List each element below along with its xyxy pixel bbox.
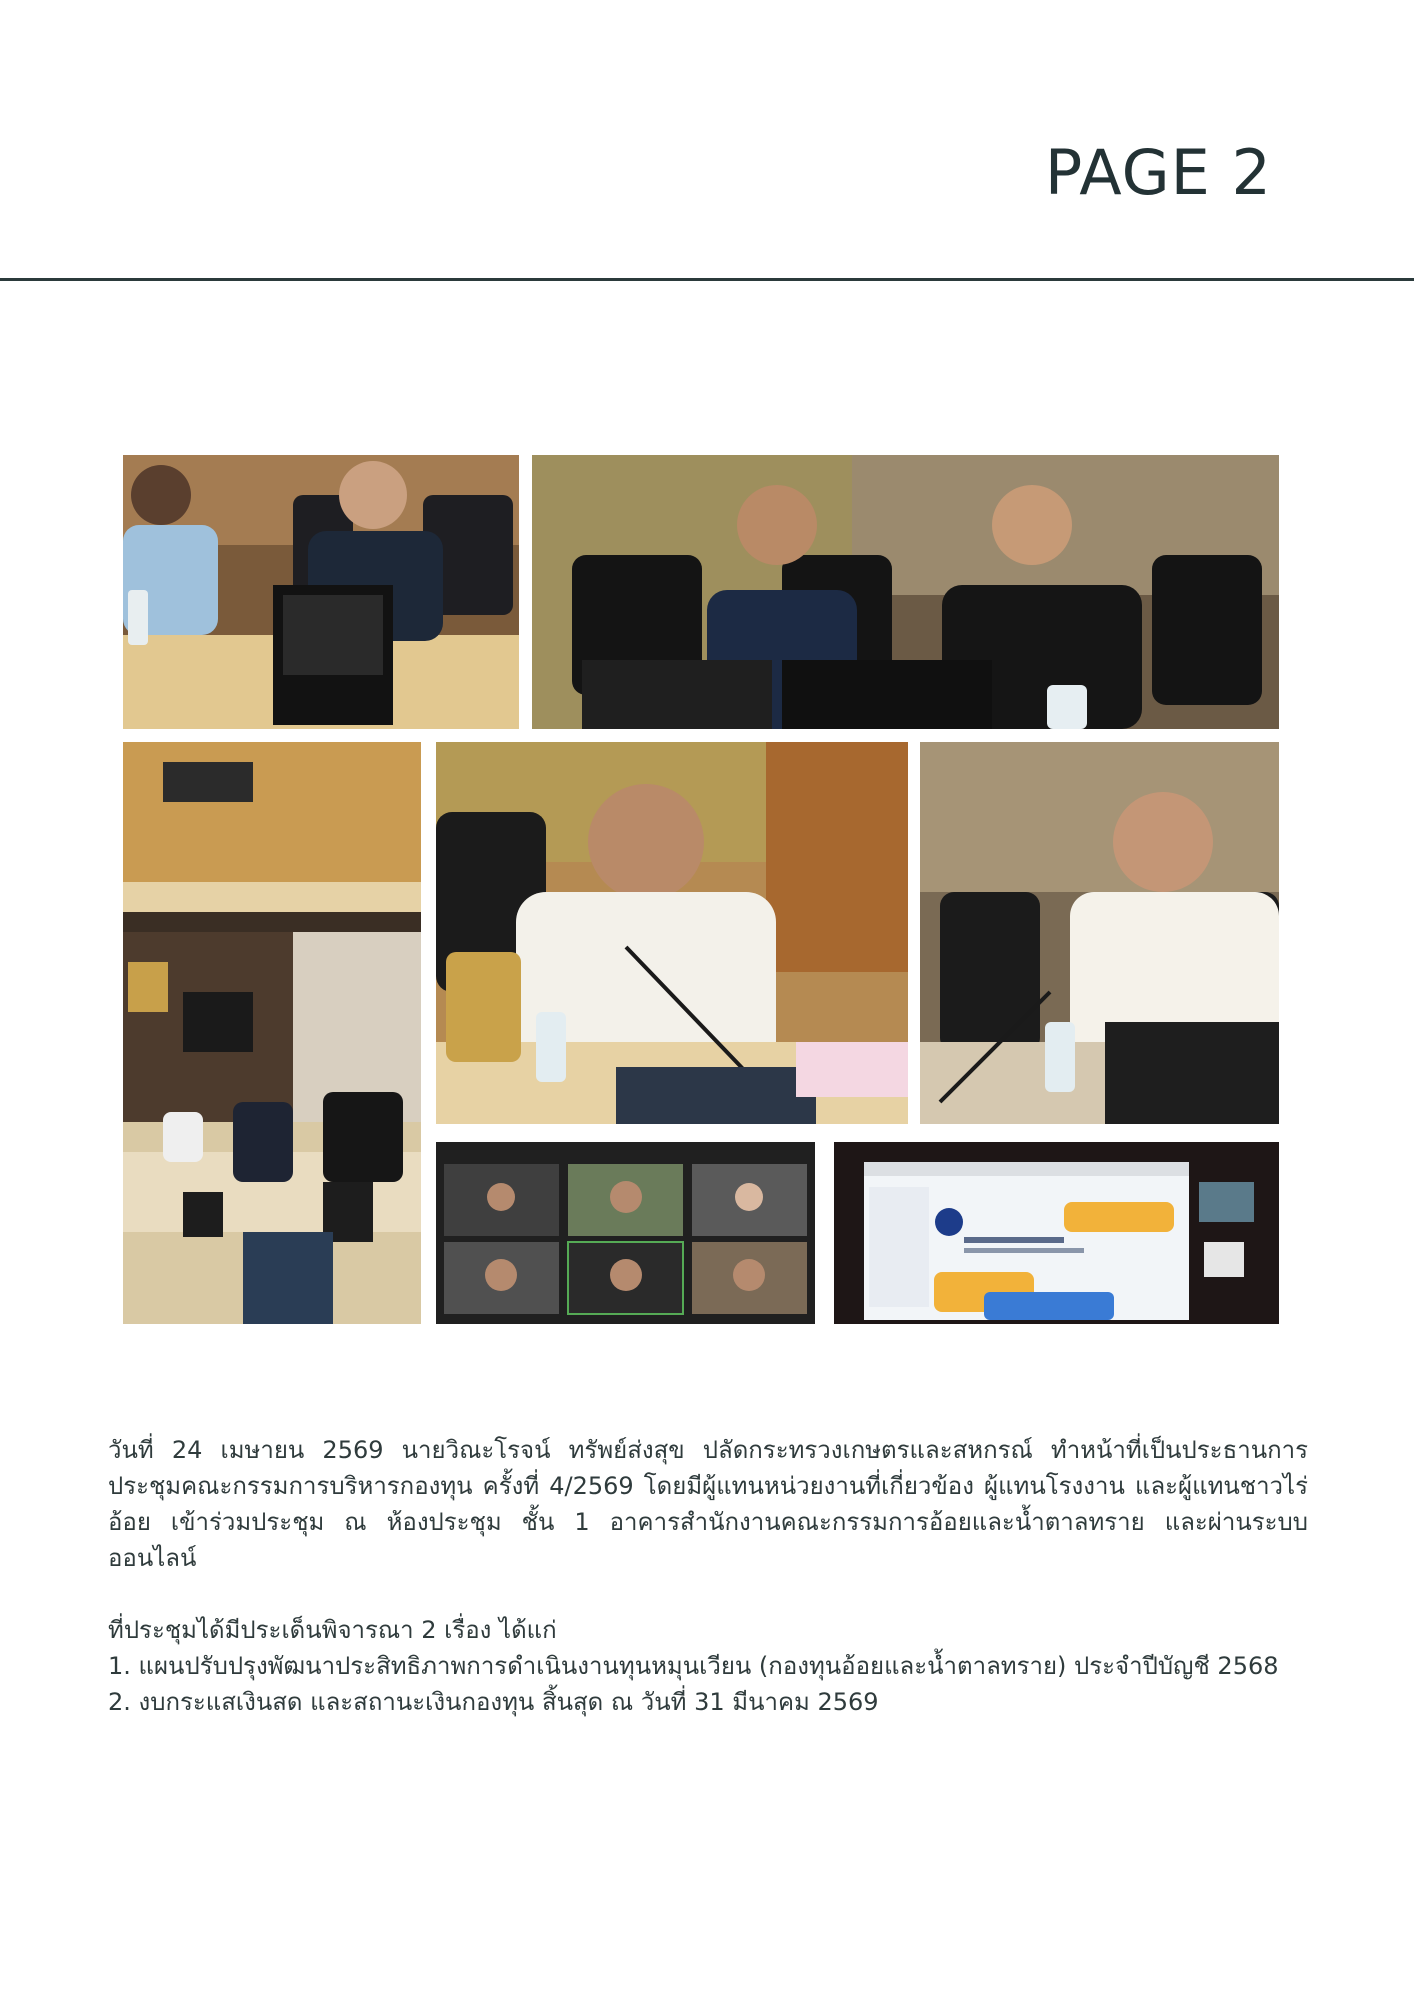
page-number-label: PAGE 2: [1044, 136, 1272, 209]
agenda-intro: ที่ประชุมได้มีประเด็นพิจารณา 2 เรื่อง ได้แก่: [108, 1616, 557, 1644]
meeting-summary-paragraph: วันที่ 24 เมษายน 2569 นายวิณะโรจน์ ทรัพย์ส่งสุข ปลัดกระทรวงเกษตรและสหกรณ์ ทำหน้าที่เป็นประธานการ ประชุมคณะกรรมการบริหารกองทุน ครั้งที่ 4/2569 โดยมีผู้แทนหน่วยงานที่เกี่ยวข้อง ผู้แทนโรงงาน และผู้แทนชาวไร่ อ้อย เข้าร่วมประชุม ณ ห้องประชุม ชั้น 1 อาคารสำนักงานคณะกรรมการอ้อยและน้ำตาลทราย และผ่านระบบออนไลน์: [108, 1436, 1308, 1572]
article-body: [108, 1432, 1308, 1720]
photo-two-officials-laptops: [532, 455, 1279, 729]
photo-chairman-speaking: [436, 742, 908, 1124]
photo-official-glasses: [920, 742, 1279, 1124]
photo-online-video-call: [436, 1142, 815, 1324]
photo-attendees-left: [123, 455, 519, 729]
header-divider: [0, 278, 1414, 281]
photo-meeting-room-wide: [123, 742, 421, 1324]
agenda-item-1: 1. แผนปรับปรุงพัฒนาประสิทธิภาพการดำเนินงานทุนหมุนเวียน (กองทุนอ้อยและน้ำตาลทราย) ประจำปีบัญชี 2568: [108, 1652, 1279, 1680]
agenda-item-2: 2. งบกระแสเงินสด และสถานะเงินกองทุน สิ้นสุด ณ วันที่ 31 มีนาคม 2569: [108, 1688, 879, 1716]
photo-presentation-screen: [834, 1142, 1279, 1324]
